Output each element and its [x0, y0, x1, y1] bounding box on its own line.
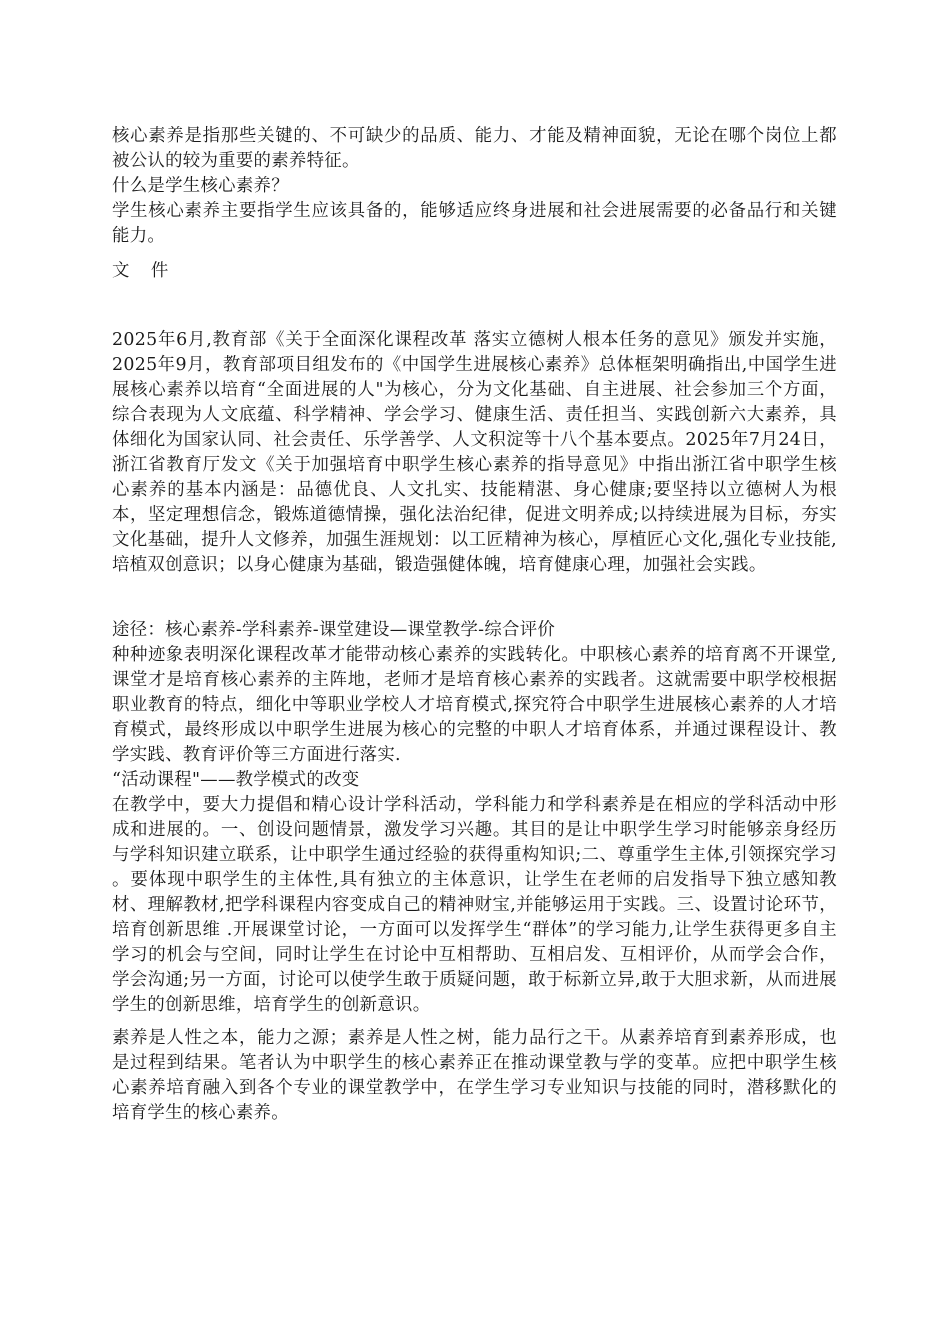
- path-line: 途径：核心素养-学科素养-课堂建设—课堂教学-综合评价: [112, 620, 556, 640]
- activity-subheading: “活动课程"——教学模式的改变: [112, 770, 360, 790]
- answer-paragraph: 学生核心素养主要指学生应该具备的，能够适应终身进展和社会进展需要的必备品行和关键能力。: [112, 201, 837, 246]
- section-heading-file: 文 件: [112, 261, 177, 281]
- definition-paragraph: 核心素养是指那些关键的、不可缺少的品质、能力、才能及精神面貌，无论在哪个岗位上都被公认的较为重要的素养特征。: [112, 126, 837, 171]
- question-line: 什么是学生核心素养？: [112, 176, 289, 196]
- teaching-paragraph: 在教学中，要大力提倡和精心设计学科活动，学科能力和学科素养是在相应的学科活动中形成和进展的。一、创设问题情景，激发学习兴趣。其目的是让中职学生学习时能够亲身经历与学科知识建立联系，让中职学生通过经验的获得重构知识;二、尊重学生主体,引领探究学习 。要体现中职学生的主体性,具有独立的主体意识，让学生在老师的启发指导下独立感知教材、理解教材,把学科课程内容变成自己的精神财宝,并能够运用于实践。三、设置讨论环节，培育创新思维 .开展课堂讨论，一方面可以发挥学生“群体”的学习能力,让学生获得更多自主学习的机会与空间，同时让学生在讨论中互相帮助、互相启发、互相评价，从而学会合作，学会沟通;另一方面，讨论可以使学生敢于质疑问题，敢于标新立异,敢于大胆求新，从而进展学生的创新思维，培育学生的创新意识。: [112, 795, 837, 1015]
- document-body: [112, 124, 837, 1126]
- conclusion-paragraph: 素养是人性之本，能力之源；素养是人性之树，能力品行之干。从素养培育到素养形成，也是过程到结果。笔者认为中职学生的核心素养正在推动课堂教与学的变革。应把中职学生核心素养培育融入到各个专业的课堂教学中，在学生学习专业知识与技能的同时，潜移默化的培育学生的核心素养。: [112, 1028, 837, 1123]
- practice-paragraph: 种种迹象表明深化课程改革才能带动核心素养的实践转化。中职核心素养的培育离不开课堂,课堂才是培育核心素养的主阵地，老师才是培育核心素养的实践者。这就需要中职学校根据职业教育的特点，细化中等职业学校人才培育模式,探究符合中职学生进展核心素养的人才培育模式，最终形成以中职学生进展为核心的完整的中职人才培育体系，并通过课程设计、教学实践、教育评价等三方面进行落实.: [112, 645, 837, 765]
- policy-paragraph: 2025年6月,教育部《关于全面深化课程改革 落实立德树人根本任务的意见》颁发并实施，2025年9月，教育部项目组发布的《中国学生进展核心素养》总体框架明确指出,中国学生进展核心素养以培育“全面进展的人"为核心，分为文化基础、自主进展、社会参加三个方面，综合表现为人文底蕴、科学精神、学会学习、健康生活、责任担当、实践创新六大素养，具体细化为国家认同、社会责任、乐学善学、人文积淀等十八个基本要点。2025年7月24日，浙江省教育厅发文《关于加强培育中职学生核心素养的指导意见》中指出浙江省中职学生核心素养的基本内涵是：品德优良、人文扎实、技能精湛、身心健康;要坚持以立德树人为根本，坚定理想信念，锻炼道德情操，强化法治纪律，促进文明养成;以持续进展为目标，夯实文化基础，提升人文修养，加强生涯规划：以工匠精神为核心，厚植匠心文化,强化专业技能,培植双创意识；以身心健康为基础，锻造强健体魄，培育健康心理，加强社会实践。: [112, 330, 837, 575]
